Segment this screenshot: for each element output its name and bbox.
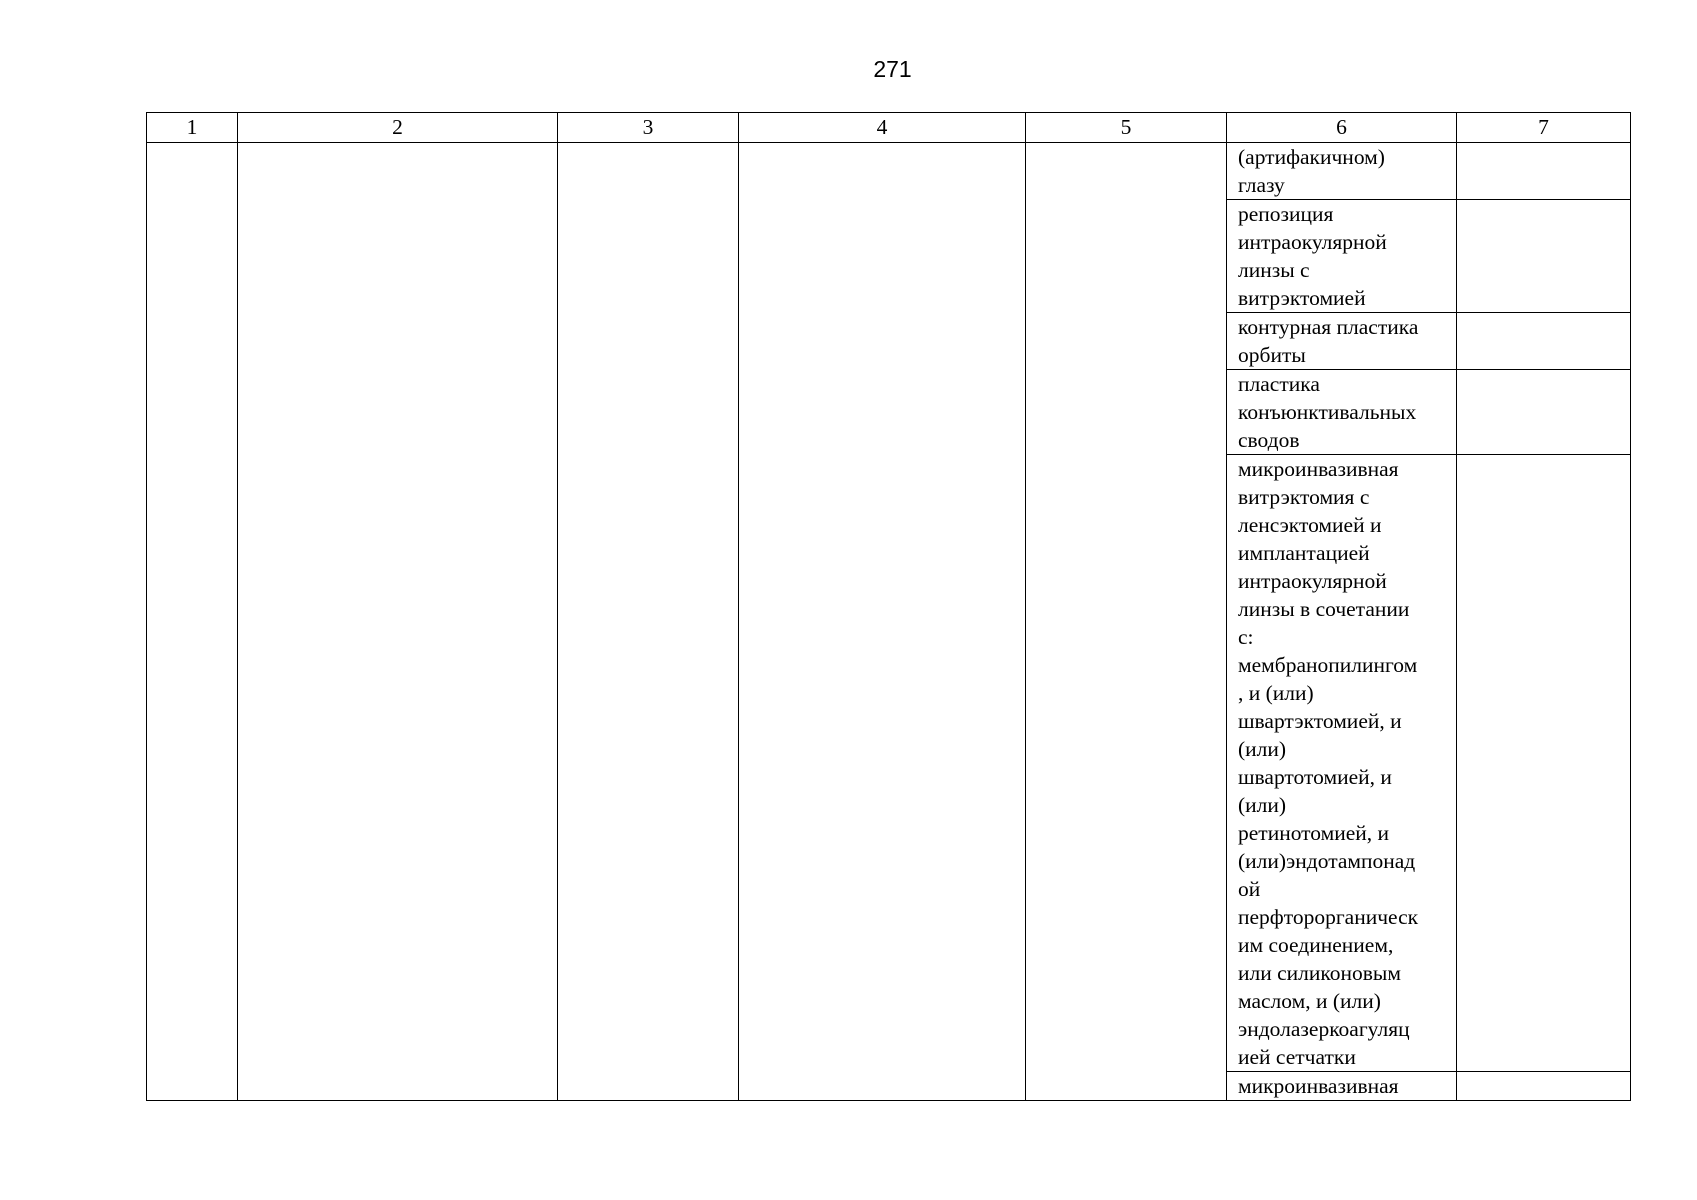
cell-col6: пластика конъюнктивальных сводов bbox=[1227, 370, 1457, 455]
cell-col7 bbox=[1457, 143, 1631, 200]
table-row bbox=[147, 143, 1631, 200]
cell-col7 bbox=[1457, 1072, 1631, 1101]
cell-col3 bbox=[558, 143, 739, 1101]
column-header: 5 bbox=[1026, 113, 1227, 143]
column-header: 2 bbox=[238, 113, 558, 143]
cell-col6: репозиция интраокулярной линзы с витрэктомией bbox=[1227, 200, 1457, 313]
cell-col1 bbox=[147, 143, 238, 1101]
cell-col7 bbox=[1457, 370, 1631, 455]
page-number: 271 bbox=[873, 56, 912, 82]
header-row bbox=[147, 113, 1631, 143]
cell-col4 bbox=[739, 143, 1026, 1101]
cell-col6: микроинвазивная витрэктомия с ленсэктомией и имплантацией интраокулярной линзы в сочетании с: мембранопилингом , и (или) швартэктомией, и (или) швартотомией, и (или) ретинотомией, и (или)эндотампонад ой перфторорганическ им соединением, или силиконовым маслом, и (или) эндолазеркоагуляц ией сетчатки bbox=[1227, 455, 1457, 1072]
column-header: 1 bbox=[147, 113, 238, 143]
column-header: 3 bbox=[558, 113, 739, 143]
cell-col7 bbox=[1457, 200, 1631, 313]
cell-col6: контурная пластика орбиты bbox=[1227, 313, 1457, 370]
procedures-table bbox=[146, 112, 1631, 1101]
cell-col5 bbox=[1026, 143, 1227, 1101]
cell-col7 bbox=[1457, 313, 1631, 370]
cell-col2 bbox=[238, 143, 558, 1101]
column-header: 7 bbox=[1457, 113, 1631, 143]
column-header: 6 bbox=[1227, 113, 1457, 143]
cell-col6: (артифакичном) глазу bbox=[1227, 143, 1457, 200]
column-header: 4 bbox=[739, 113, 1026, 143]
cell-col7 bbox=[1457, 455, 1631, 1072]
cell-col6: микроинвазивная bbox=[1227, 1072, 1457, 1101]
